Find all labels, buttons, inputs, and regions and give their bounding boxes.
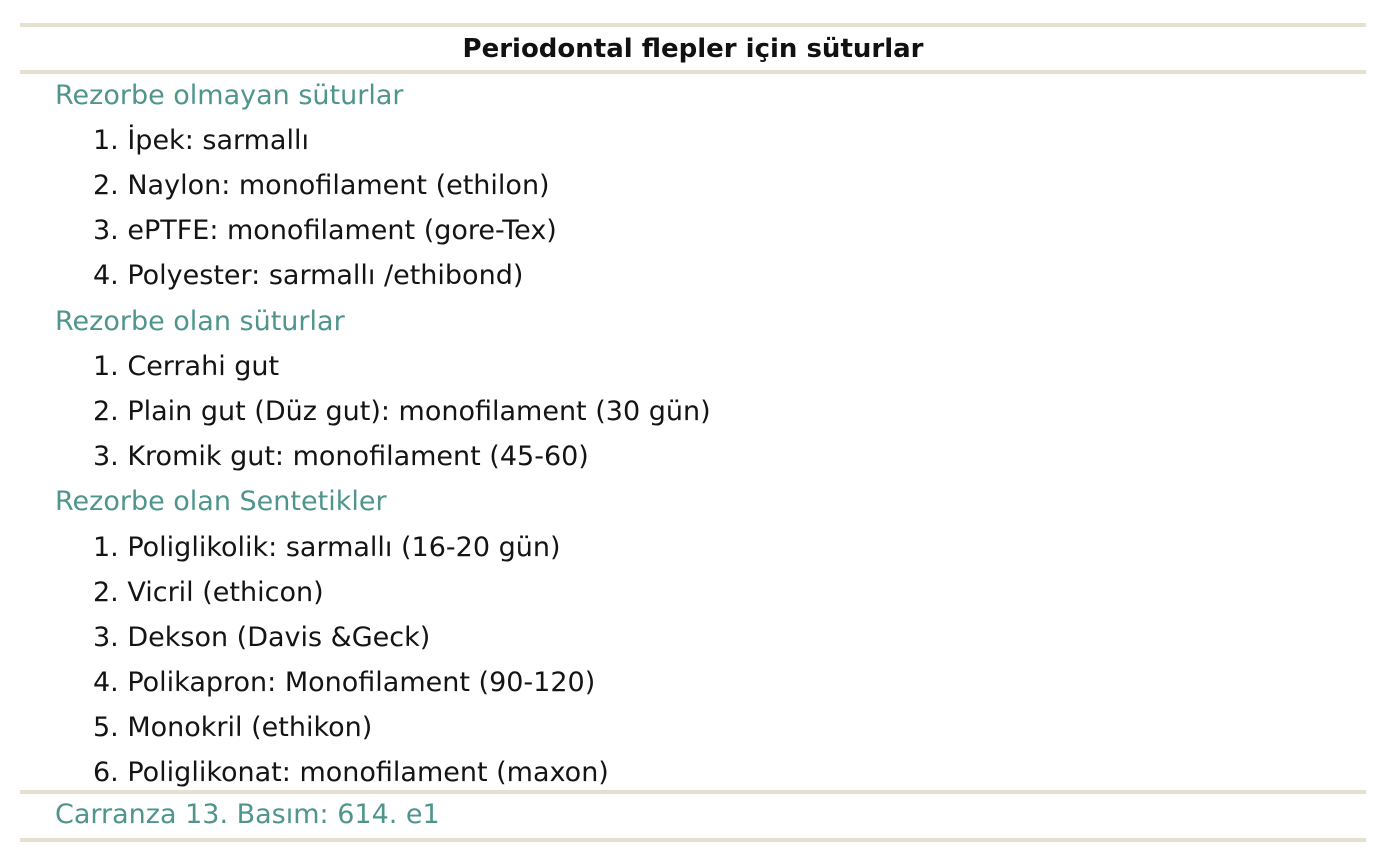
list-item: 2. Vicril (ethicon) <box>93 577 324 608</box>
list-item: 3. ePTFE: monofilament (gore-Tex) <box>93 215 557 246</box>
list-item: 1. İpek: sarmallı <box>93 125 309 156</box>
source-divider <box>20 790 1366 794</box>
table-title: Periodontal flepler için süturlar <box>462 34 924 64</box>
list-item: 2. Naylon: monofilament (ethilon) <box>93 170 550 201</box>
list-item: 1. Cerrahi gut <box>93 351 280 382</box>
list-item: 5. Monokril (ethikon) <box>93 712 373 743</box>
list-item: 3. Dekson (Davis &Geck) <box>93 622 431 653</box>
list-item: 1. Poliglikolik: sarmallı (16-20 gün) <box>93 532 561 563</box>
list-item: 4. Polyester: sarmallı /ethibond) <box>93 260 524 291</box>
list-item: 2. Plain gut (Düz gut): monofilament (30 gün) <box>93 396 711 427</box>
section-heading-non-absorbable: Rezorbe olmayan süturlar <box>55 80 404 111</box>
list-item: 3. Kromik gut: monofilament (45-60) <box>93 441 589 472</box>
section-heading-absorbable: Rezorbe olan süturlar <box>55 306 345 337</box>
source-citation: Carranza 13. Basım: 614. e1 <box>55 799 440 830</box>
section-heading-absorbable-synthetics: Rezorbe olan Sentetikler <box>55 486 387 517</box>
list-item: 6. Poliglikonat: monofilament (maxon) <box>93 757 609 788</box>
title-divider <box>20 70 1366 74</box>
top-rule <box>20 23 1366 27</box>
bottom-rule <box>20 838 1366 842</box>
list-item: 4. Polikapron: Monofilament (90-120) <box>93 667 596 698</box>
